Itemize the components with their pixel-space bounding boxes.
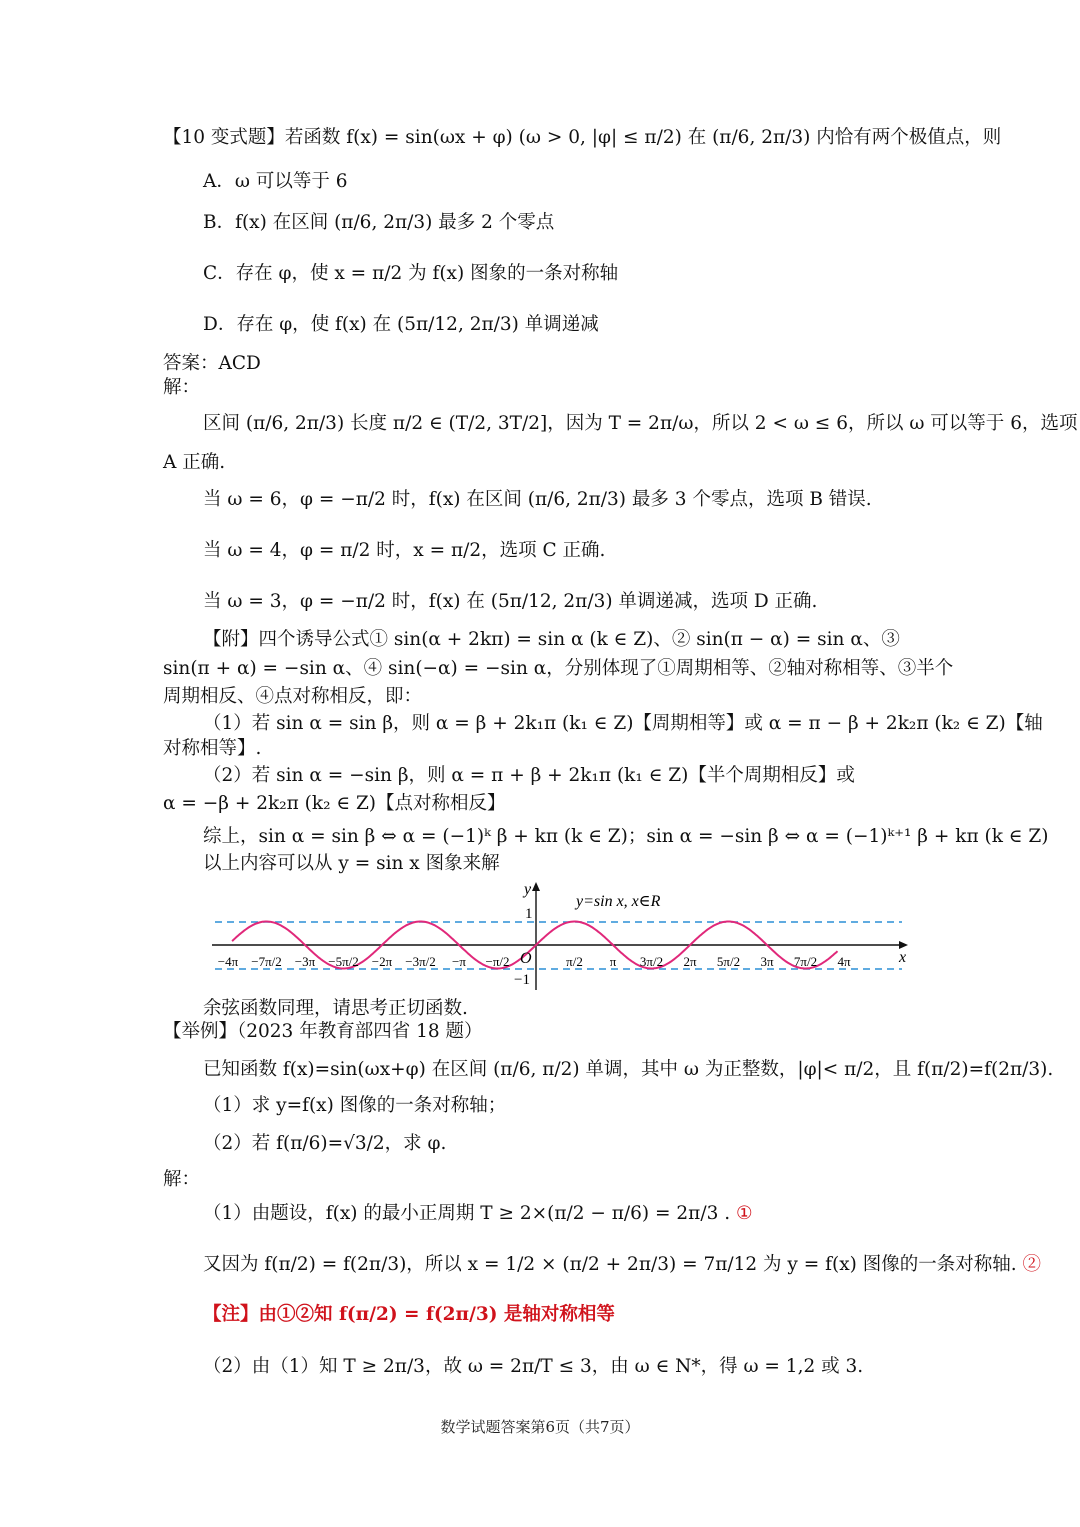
appendix-line: α = −β + 2k₂π (k₂ ∈ Z)【点对称相反】: [163, 793, 506, 814]
x-tick-label: π: [609, 954, 617, 969]
example-line: 已知函数 f(x)=sin(ωx+φ) 在区间 (π/6, π/2) 单调，其中 ω 为正整数，|φ|< π/2，且 f(π/2)=f(2π/3).: [203, 1059, 1054, 1080]
x-tick-label: 2π: [683, 954, 697, 969]
y-axis-label: y: [524, 881, 532, 898]
solution-line: A 正确.: [163, 452, 226, 473]
final-line: （2）由（1）知 T ≥ 2π/3，故 ω = 2π/T ≤ 3，由 ω ∈ N*，得 ω = 1,2 或 3.: [203, 1356, 864, 1377]
solution-line: 区间 (π/6, 2π/3) 长度 π/2 ∈ (T/2, 3T/2]，因为 T = 2π/ω，所以 2 < ω ≤ 6，所以 ω 可以等于 6，选项: [203, 413, 1078, 434]
problem-heading: 【10 变式题】若函数 f(x) = sin(ωx + φ) (ω > 0, |φ| ≤ π/2) 在 (π/6, 2π/3) 内恰有两个极值点，则: [163, 127, 1002, 148]
option-a: A．ω 可以等于 6: [203, 171, 348, 192]
page-footer: 数学试题答案第6页（共7页）: [440, 1418, 640, 1436]
appendix-line: （2）若 sin α = −sin β，则 α = π + β + 2k₁π (k₁ ∈ Z)【半个周期相反】或: [203, 765, 855, 786]
x-tick-label: 7π/2: [793, 954, 818, 969]
option-d: D．存在 φ，使 f(x) 在 (5π/12, 2π/3) 单调递减: [203, 314, 599, 335]
appendix-line: 以上内容可以从 y = sin x 图象来解: [203, 853, 500, 874]
marker-1: ①: [736, 1203, 753, 1224]
solution-line: 当 ω = 3，φ = −π/2 时，f(x) 在 (5π/12, 2π/3) 单调递减，选项 D 正确.: [203, 591, 818, 612]
x-tick-label: −3π: [294, 954, 316, 969]
solution2-label: 解：: [163, 1169, 201, 1190]
answer: 答案：ACD: [163, 353, 261, 374]
x-tick-label: −7π/2: [251, 954, 282, 969]
x-tick-label: −3π/2: [405, 954, 436, 969]
solution2-line: 又因为 f(π/2) = f(2π/3)，所以 x = 1/2 × (π/2 + 2π/3) = 7π/12 为 y = f(x) 图像的一条对称轴. ②: [203, 1254, 1042, 1275]
appendix-line: 对称相等】.: [163, 738, 262, 759]
appendix-line: 【附】四个诱导公式① sin(α + 2kπ) = sin α (k ∈ Z)、② sin(π − α) = sin α、③: [203, 629, 900, 650]
appendix-line: sin(π + α) = −sin α、④ sin(−α) = −sin α，分别体现了①周期相等、②轴对称相等、③半个: [163, 658, 954, 679]
solution2-line: （1）由题设，f(x) 的最小正周期 T ≥ 2×(π/2 − π/6) = 2π/3 . ①: [203, 1203, 753, 1224]
sine-graph: [190, 878, 920, 993]
x-tick-label: π/2: [566, 954, 583, 969]
x-tick-label: 3π: [760, 954, 774, 969]
appendix-line: 周期相反、④点对称相反，即：: [163, 686, 423, 707]
x-tick-label: −π/2: [485, 954, 510, 969]
appendix-line: 综上，sin α = sin β ⇔ α = (−1)ᵏ β + kπ (k ∈ Z)；sin α = −sin β ⇔ α = (−1)ᵏ⁺¹ β + kπ (k ∈ Z): [203, 826, 1049, 847]
x-tick-label: −4π: [217, 954, 239, 969]
x-axis-arrow: [899, 941, 908, 949]
x-tick-label: −2π: [371, 954, 393, 969]
option-c: C．存在 φ，使 x = π/2 为 f(x) 图象的一条对称轴: [203, 263, 619, 284]
note: 【注】由①②知 f(π/2) = f(2π/3) 是轴对称相等: [203, 1304, 615, 1325]
example-heading: 【举例】（2023 年教育部四省 18 题）: [163, 1021, 483, 1042]
y-tick-label: −1: [514, 972, 530, 988]
solution-line: 当 ω = 4，φ = π/2 时，x = π/2，选项 C 正确.: [203, 540, 606, 561]
example-line: （2）若 f(π/6)=√3/2，求 φ.: [203, 1133, 447, 1154]
solution-label: 解：: [163, 377, 201, 398]
graph-title: y=sin x, x∈R: [576, 893, 661, 910]
x-axis-label: x: [899, 949, 907, 966]
marker-2: ②: [1022, 1254, 1042, 1275]
example-line: （1）求 y=f(x) 图像的一条对称轴；: [203, 1095, 507, 1116]
x-tick-label: −π: [452, 954, 466, 969]
after-graph-text: 余弦函数同理，请思考正切函数.: [203, 998, 468, 1019]
x-tick-label: 5π/2: [716, 954, 741, 969]
y-axis-arrow: [532, 882, 540, 891]
x-tick-label: 3π/2: [639, 954, 664, 969]
option-b: B．f(x) 在区间 (π/6, 2π/3) 最多 2 个零点: [203, 212, 555, 233]
x-tick-label: 4π: [837, 954, 851, 969]
y-tick-label: 1: [525, 906, 533, 922]
x-tick-label: −5π/2: [328, 954, 359, 969]
appendix-line: （1）若 sin α = sin β，则 α = β + 2k₁π (k₁ ∈ Z)【周期相等】或 α = π − β + 2k₂π (k₂ ∈ Z)【轴: [203, 713, 1043, 734]
solution-line: 当 ω = 6，φ = −π/2 时，f(x) 在区间 (π/6, 2π/3) 最多 3 个零点，选项 B 错误.: [203, 489, 872, 510]
origin-label: O: [520, 950, 532, 967]
